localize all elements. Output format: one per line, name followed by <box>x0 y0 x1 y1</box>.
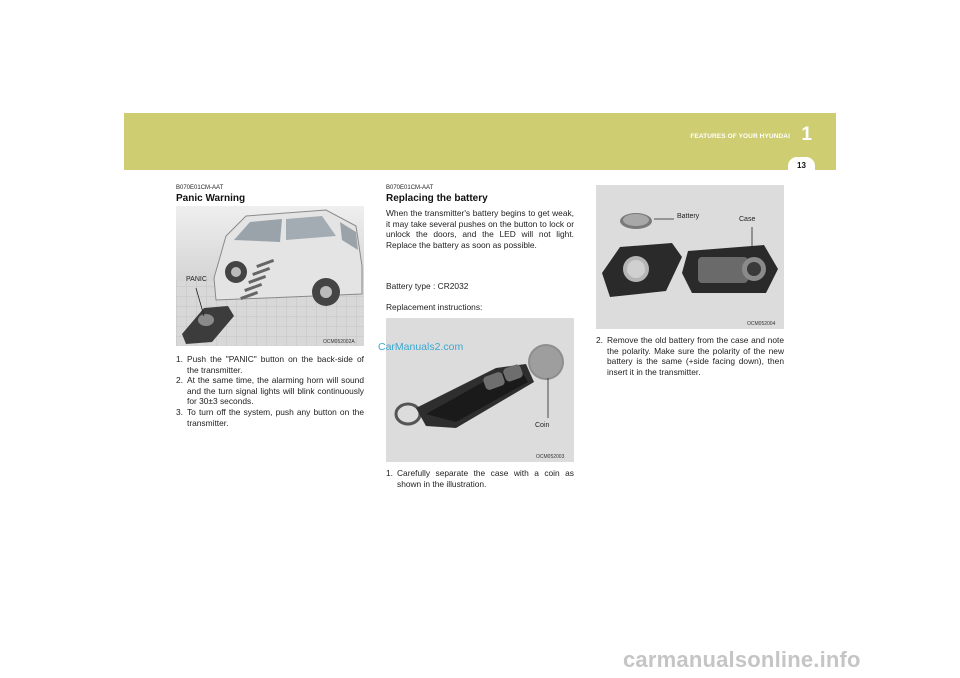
header-band <box>124 113 836 170</box>
panic-figure <box>176 206 364 346</box>
opened-case-illustration <box>596 185 784 329</box>
battery-heading: Replacing the battery <box>386 193 488 204</box>
coin-figure <box>386 318 574 462</box>
step-text: Carefully separate the case with a coin as shown in the illustration. <box>397 468 574 489</box>
case-callout: Case <box>739 216 756 223</box>
step-number: 2. <box>176 375 183 386</box>
list-item <box>176 375 364 407</box>
watermark-bottom: carmanualsonline.info <box>623 647 861 672</box>
battery-type: Battery type : CR2032 <box>386 281 469 291</box>
step-text: Remove the old battery from the case and note the polarity. Make sure the polarity of the new battery is the same (+side facing down), then insert it in the transmitter. <box>607 335 784 377</box>
list-item <box>176 407 364 428</box>
list-item <box>386 468 574 489</box>
replacement-instructions-label: Replacement instructions: <box>386 302 483 312</box>
fob-coin-illustration <box>386 318 574 462</box>
panic-callout: PANIC <box>186 276 207 283</box>
battery-callout: Battery <box>677 213 700 220</box>
step-text: Push the "PANIC" button on the back-side of the transmitter. <box>187 354 364 375</box>
step-number: 3. <box>176 406 183 417</box>
list-item <box>596 335 784 377</box>
panic-figure-code: OCM052002A <box>323 339 355 345</box>
page-number: 13 <box>797 161 806 170</box>
step-text: At the same time, the alarming horn will sound and the turn signal lights will blink continuously for 30±3 seconds. <box>187 375 364 407</box>
panic-section-code: B070E01CM-AAT <box>176 185 224 191</box>
step-text: To turn off the system, push any button on the transmitter. <box>187 406 364 428</box>
battery-intro: When the transmitter's battery begins to get weak, it may take several pushes on the button to lock or unlock the doors, and the LED will not light. Replace the battery as soon as possible. <box>386 208 574 250</box>
step-number: 2. <box>596 335 603 345</box>
watermark-link-top[interactable]: CarManuals2.com <box>378 341 464 353</box>
case-figure-code: OCM052004 <box>747 321 776 327</box>
case-figure <box>596 185 784 329</box>
battery-step-1 <box>386 468 574 489</box>
step-number: 1. <box>176 354 183 364</box>
panic-steps <box>176 354 364 428</box>
list-item <box>176 354 364 375</box>
battery-step-2 <box>596 335 784 377</box>
battery-section-code: B070E01CM-AAT <box>386 185 434 191</box>
panic-heading: Panic Warning <box>176 193 246 204</box>
section-title: FEATURES OF YOUR HYUNDAI <box>690 133 790 140</box>
step-number: 1. <box>386 468 393 478</box>
coin-callout: Coin <box>535 422 550 429</box>
coin-figure-code: OCM052003 <box>536 454 565 460</box>
chapter-number: 1 <box>801 124 812 145</box>
